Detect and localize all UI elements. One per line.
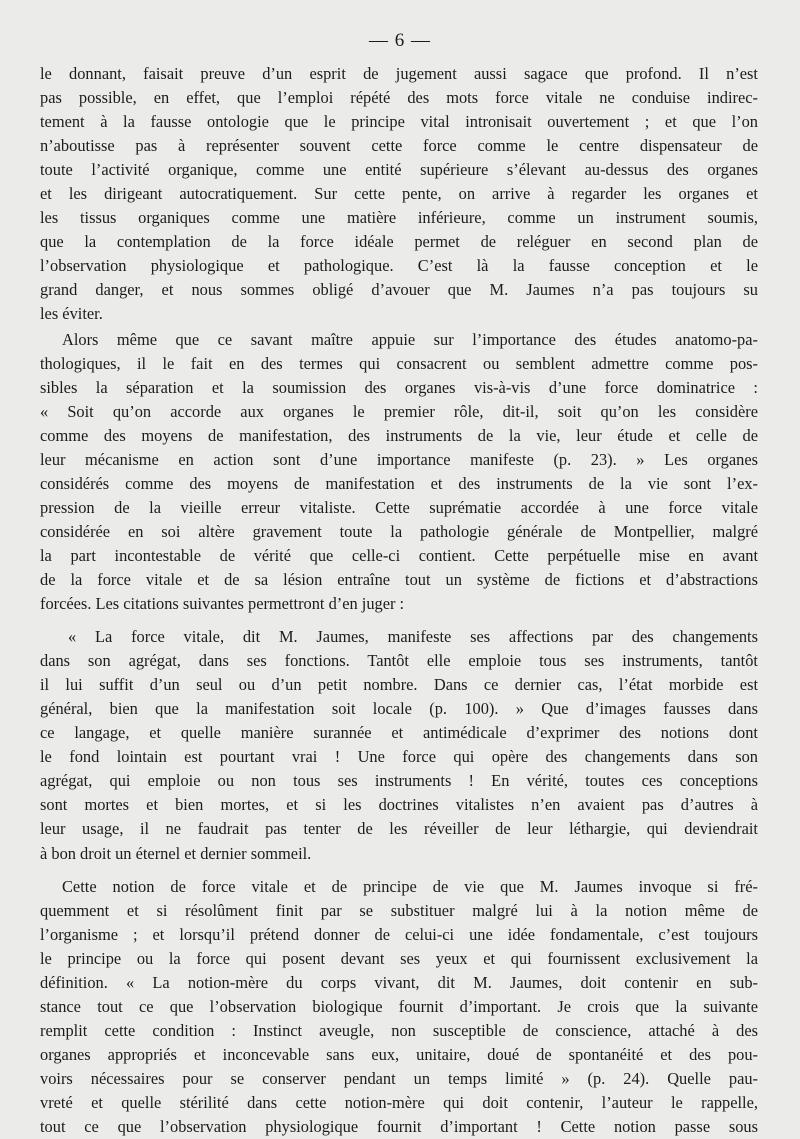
text-line: stance tout ce que l’observation biologique fournit d’important. Je crois que la suivante [40, 996, 758, 1016]
text-line: général, bien que la manifestation soit locale (p. 100). » Que d’images fausses dans [40, 699, 758, 719]
text-line: l’organisme ; et lorsqu’il prétend donner de celui-ci une idée fondamentale, c’est toujours [40, 924, 758, 944]
text-line: grand danger, et nous sommes obligé d’avouer que M. Jaumes n’a pas toujours su [40, 280, 758, 300]
text-line: « La force vitale, dit M. Jaumes, manifeste ses affections par des changements [68, 627, 758, 647]
text-line: de la force vitale et de sa lésion entraîne tout un système de fictions et d’abstractions [40, 569, 758, 589]
paragraph-2 [40, 328, 758, 617]
text-line: il lui suffit d’un seul ou d’un petit nombre. Dans ce dernier cas, l’état morbide est [40, 675, 758, 695]
text-line: les éviter. [40, 304, 103, 324]
paragraph-gap [40, 866, 758, 875]
text-line: dans son agrégat, dans ses fonctions. Tantôt elle emploie tous ses instruments, tantôt [40, 651, 758, 671]
text-line: pression de la vieille erreur vitaliste. Cette suprématie accordée à une force vitale [40, 497, 758, 517]
text-line: remplit cette condition : Instinct aveugle, non susceptible de conscience, attaché à des [40, 1020, 758, 1040]
text-line: forcées. Les citations suivantes permettront d’en juger : [40, 594, 405, 614]
body-text [40, 62, 758, 1139]
text-line: les tissus organiques comme une matière inférieure, comme un instrument soumis, [40, 208, 758, 228]
paragraph-3 [40, 625, 758, 865]
paragraph-4 [40, 875, 758, 1139]
page-number: — 6 — [369, 30, 431, 51]
paragraph-1 [40, 62, 758, 327]
text-line: pas possible, en effet, que l’emploi répété des mots force vitale ne conduise indirec- [40, 88, 758, 108]
text-line: l’observation physiologique et pathologique. C’est là la fausse conception et le [40, 256, 758, 276]
text-line: que la contemplation de la force idéale permet de reléguer en second plan de [40, 232, 758, 252]
text-line: à bon droit un éternel et dernier sommeil. [40, 843, 312, 863]
text-line: quemment et si résolûment finit par se substituer malgré lui à la notion même de [40, 900, 758, 920]
text-line: vreté et quelle stérilité dans cette notion-mère qui doit contenir, l’auteur le rappelle, [40, 1092, 758, 1112]
text-line: organes appropriés et inconcevable sans eux, unitaire, doué de spontanéité et des pou- [40, 1044, 758, 1064]
text-line: le fond lointain est pourtant vrai ! Une force qui opère des changements dans son [40, 747, 758, 767]
text-line: et les dirigeant autocratiquement. Sur cette pente, on arrive à regarder les organes et [40, 184, 758, 204]
text-line: Alors même que ce savant maître appuie sur l’importance des études anatomo-pa- [62, 329, 758, 349]
text-line: Cette notion de force vitale et de principe de vie que M. Jaumes invoque si fré- [62, 876, 758, 896]
text-line: considérés comme des moyens de manifestation et des instruments de la vie sont l’ex- [40, 473, 758, 493]
text-line: sibles la séparation et la soumission des organes vis-à-vis d’une force dominatrice : [40, 377, 758, 397]
text-line: ce langage, et quelle manière surannée et antimédicale d’exprimer des notions dont [40, 723, 758, 743]
text-line: la part incontestable de vérité que celle-ci contient. Cette perpétuelle mise en avant [40, 545, 758, 565]
text-line: considérée en soi altère gravement toute la pathologie générale de Montpellier, malgré [40, 521, 758, 541]
text-line: le donnant, faisait preuve d’un esprit de jugement aussi sagace que profond. Il n’est [40, 64, 758, 83]
text-line: le principe ou la force qui posent devant ses yeux et qui fournissent exclusivement la [40, 948, 758, 968]
text-line: définition. « La notion-mère du corps vivant, dit M. Jaumes, doit contenir en sub- [40, 972, 758, 992]
text-line: n’aboutisse pas à représenter souvent cette force comme le centre dispensateur de [40, 136, 758, 156]
text-line: leur usage, il ne faudrait pas tenter de les réveiller de leur léthargie, qui deviendrait [40, 819, 758, 839]
text-line: toute l’activité organique, comme une entité supérieure s’élevant au-dessus des organes [40, 160, 758, 180]
text-line: tement à la fausse ontologie que le principe vital intronisait ouvertement ; et que l’on [40, 112, 758, 132]
text-line: leur mécanisme en action sont d’une importance manifeste (p. 23). » Les organes [40, 449, 758, 469]
text-line: « Soit qu’on accorde aux organes le premier rôle, dit-il, soit qu’on les considère [40, 401, 758, 421]
text-line: sont mortes et bien mortes, et si les doctrines vitalistes n’en avaient pas d’autres à [40, 795, 758, 815]
text-line: tout ce que l’observation physiologique fournit d’important ! Cette notion passe sous [40, 1117, 758, 1137]
text-line: voirs nécessaires pour se conserver pendant un temps limité » (p. 24). Quelle pau- [40, 1068, 758, 1088]
paragraph-gap [40, 616, 758, 625]
text-line: comme des moyens de manifestation, des instruments de la vie, leur étude et celle de [40, 425, 758, 445]
text-line: thologiques, il le fait en des termes qui consacrent ou semblent admettre comme pos- [40, 353, 758, 373]
text-line: agrégat, qui emploie ou non tous ses instruments ! En vérité, toutes ces conceptions [40, 771, 758, 791]
